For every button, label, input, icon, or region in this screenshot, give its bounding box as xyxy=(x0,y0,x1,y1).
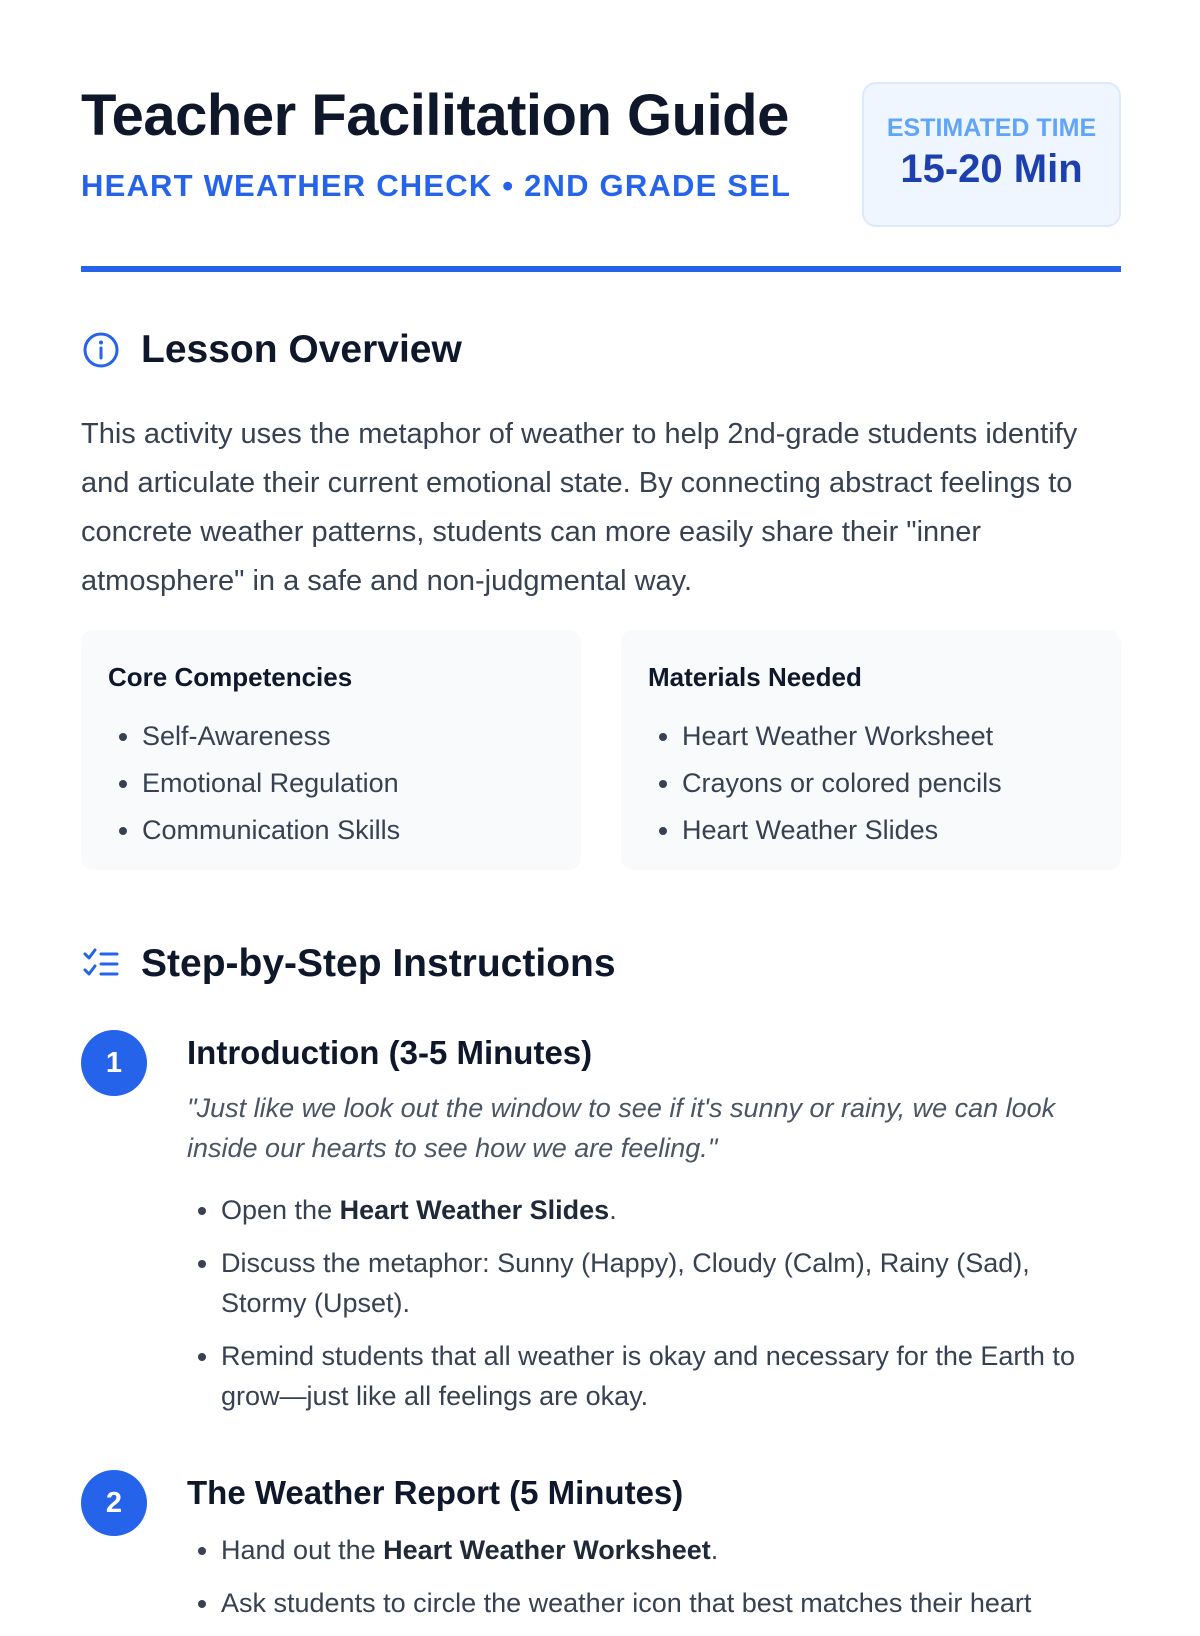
checklist-icon xyxy=(81,944,121,984)
lesson-overview-text: This activity uses the metaphor of weather to help 2nd-grade students identify and articulate their current emotional state. By connecting abstract feelings to concrete weather patterns, students can more easily share their "inner atmosphere" in a safe and non-judgmental way. xyxy=(81,418,1078,597)
card-title: Core Competencies xyxy=(108,662,353,692)
materials-list xyxy=(648,713,1094,854)
guide-header xyxy=(81,78,1121,268)
lesson-overview-heading xyxy=(81,328,462,372)
estimated-time-label: ESTIMATED TIME xyxy=(886,114,1097,142)
step-2-bullets xyxy=(187,1530,1121,1636)
step-number-badge: 2 xyxy=(81,1470,147,1536)
section-title: Step-by-Step Instructions xyxy=(141,942,616,985)
estimated-time-badge xyxy=(862,82,1121,227)
list-item: • Heart Weather Slides xyxy=(682,807,1094,854)
card-title: Materials Needed xyxy=(648,662,862,692)
core-competencies-card xyxy=(81,630,581,870)
step-title: The Weather Report (5 Minutes) xyxy=(187,1474,684,1511)
list-item: • Remind students that all weather is okay and necessary for the Earth to grow—just like all feelings are okay. xyxy=(221,1336,1121,1416)
facilitation-guide-page xyxy=(81,0,1121,1618)
estimated-time-value: 15-20 Min xyxy=(900,147,1083,191)
list-item: • Discuss the metaphor: Sunny (Happy), Cloudy (Calm), Rainy (Sad), Stormy (Upset). xyxy=(221,1243,1121,1323)
list-item: • Ask students to circle the weather icon that best matches their heart xyxy=(221,1583,1121,1623)
step-number-badge: 1 xyxy=(81,1030,147,1096)
page-subtitle: HEART WEATHER CHECK • 2ND GRADE SEL xyxy=(81,168,792,203)
list-item: • Emotional Regulation xyxy=(142,760,554,807)
step-title: Introduction (3-5 Minutes) xyxy=(187,1034,593,1071)
step-1-bullets xyxy=(187,1190,1121,1429)
list-item: • Heart Weather Worksheet xyxy=(682,713,1094,760)
list-item: • Self-Awareness xyxy=(142,713,554,760)
list-item: • Open the Heart Weather Slides. xyxy=(221,1190,1121,1230)
list-item: • Crayons or colored pencils xyxy=(682,760,1094,807)
section-title: Lesson Overview xyxy=(141,328,462,371)
info-circle-icon xyxy=(81,330,121,370)
list-item: • Communication Skills xyxy=(142,807,554,854)
step-quote: "Just like we look out the window to see if it's sunny or rainy, we can look inside our hearts to see how we are feeling." xyxy=(187,1093,1056,1163)
page-title: Teacher Facilitation Guide xyxy=(81,83,789,148)
header-divider xyxy=(81,266,1121,272)
competencies-list xyxy=(108,713,554,854)
instructions-heading xyxy=(81,942,616,986)
materials-needed-card xyxy=(621,630,1121,870)
list-item: • Hand out the Heart Weather Worksheet. xyxy=(221,1530,1121,1570)
